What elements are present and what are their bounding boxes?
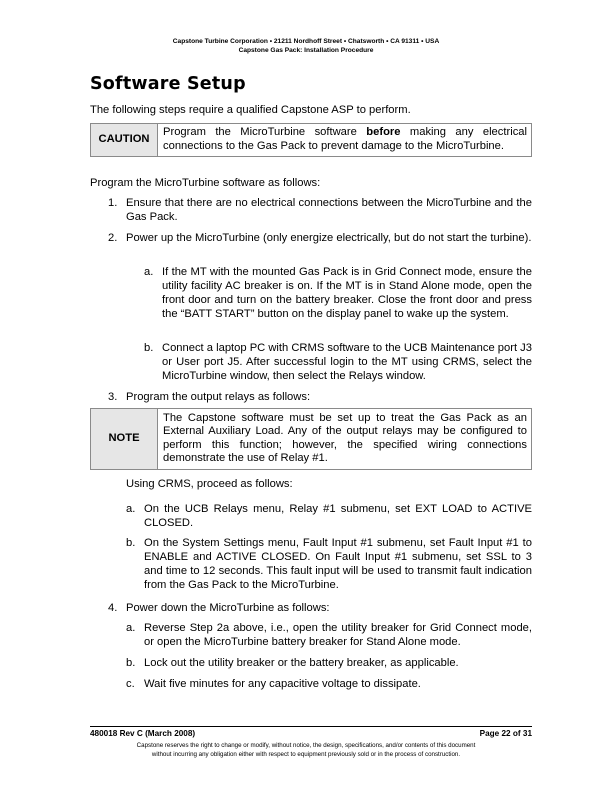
substep-text: Lock out the utility breaker or the battery breaker, as applicable. xyxy=(144,657,459,669)
step-number: 1. xyxy=(108,197,118,209)
substep-number: a. xyxy=(126,622,136,634)
intro-text: The following steps require a qualified Capstone ASP to perform. xyxy=(90,104,411,116)
substep-number: a. xyxy=(144,266,154,278)
crms-item-number: a. xyxy=(126,503,136,515)
footer-divider xyxy=(90,726,532,727)
step-text: Power down the MicroTurbine as follows: xyxy=(126,602,330,614)
header-address: Capstone Turbine Corporation • 21211 Nordhoff Street • Chatsworth • CA 91311 • USA xyxy=(172,38,440,45)
footer-page-number: Page 22 of 31 xyxy=(479,729,532,738)
crms-item-number: b. xyxy=(126,537,136,549)
footer-doc-id: 480018 Rev C (March 2008) xyxy=(90,729,196,738)
step-number: 4. xyxy=(108,602,118,614)
note-text: The Capstone software must be set up to treat the Gas Pack as an External Auxiliary Load. Any of the output relays may be configured to perform this function; however, the specified wiring connections demonstrate the use of Relay #1. xyxy=(158,409,532,470)
caution-text-bold: before xyxy=(366,126,401,138)
substep-text: Reverse Step 2a above, i.e., open the utility breaker for Grid Connect mode, or open the MicroTurbine battery breaker for Stand Alone mode. xyxy=(144,622,532,648)
substep-number: c. xyxy=(126,678,135,690)
note-box xyxy=(90,408,532,470)
caution-text xyxy=(158,124,532,157)
section-title: Software Setup xyxy=(90,74,246,94)
substep-text: If the MT with the mounted Gas Pack is in Grid Connect mode, ensure the utility facility AC breaker is on. If the MT is in Stand Alone mode, open the front door and turn on the battery breaker. Close the front door and press the “BATT START” button on the display panel to wake up the system. xyxy=(162,266,532,320)
substep-text: Wait five minutes for any capacitive voltage to dissipate. xyxy=(144,678,421,690)
caution-label: CAUTION xyxy=(91,124,158,157)
footer-disclaimer-line-2: without incurring any obligation either with respect to equipment previously sold or in the process of construction. xyxy=(151,751,461,758)
caution-text-before: Program the MicroTurbine software xyxy=(163,126,367,138)
caution-text-after: making any electrical connections to the Gas Pack to prevent damage to the MicroTurbine. xyxy=(163,126,527,152)
step-text: Program the output relays as follows: xyxy=(126,391,311,403)
substep-text: Connect a laptop PC with CRMS software to the UCB Maintenance port J3 or User port J5. After successful login to the MT using CRMS, select the MicroTurbine window, then select the Relays window. xyxy=(162,342,532,382)
step-number: 2. xyxy=(108,232,118,244)
crms-item-text: On the System Settings menu, Fault Input #1 submenu, set Fault Input #1 to ENABLE and ACTIVE CLOSED. On Fault Input #1 submenu, set SSL to 3 and time to 12 seconds. This fault input will be used to transmit fault indication from the Gas Pack to the MicroTurbine. xyxy=(144,537,532,591)
substep-number: b. xyxy=(144,342,154,354)
step-number: 3. xyxy=(108,391,118,403)
caution-box xyxy=(90,123,532,157)
header-document-title: Capstone Gas Pack: Installation Procedure xyxy=(238,47,374,54)
crms-intro: Using CRMS, proceed as follows: xyxy=(126,478,293,490)
substep-number: b. xyxy=(126,657,136,669)
step-text: Ensure that there are no electrical connections between the MicroTurbine and the Gas Pack. xyxy=(126,197,532,223)
footer-disclaimer-line-1: Capstone reserves the right to change or modify, without notice, the design, specifications, and/or contents of this document xyxy=(136,742,476,749)
step-text: Power up the MicroTurbine (only energize electrically, but do not start the turbine). xyxy=(126,232,532,244)
crms-item-text: On the UCB Relays menu, Relay #1 submenu, set EXT LOAD to ACTIVE CLOSED. xyxy=(144,503,532,529)
program-intro: Program the MicroTurbine software as follows: xyxy=(90,177,321,189)
note-label: NOTE xyxy=(91,409,158,470)
